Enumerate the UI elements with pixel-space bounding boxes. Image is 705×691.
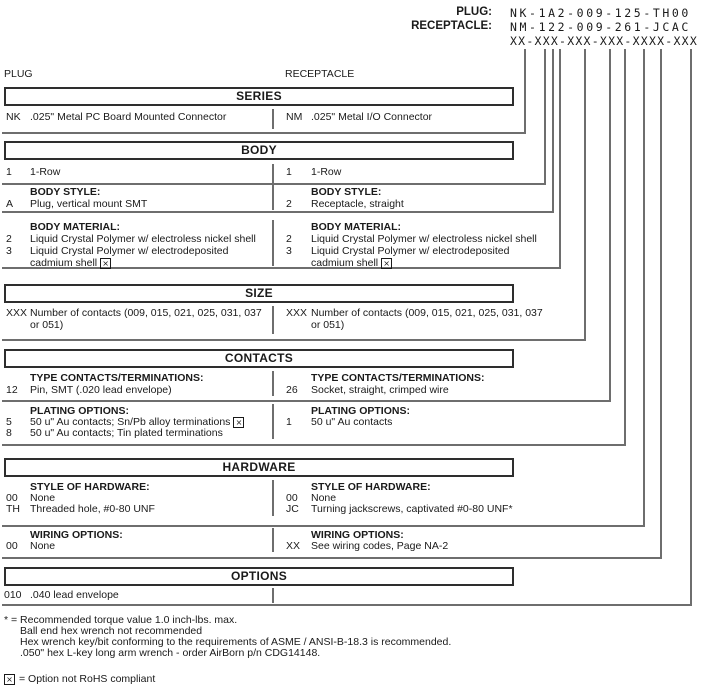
plating-left-desc-2: 50 u" Au contacts; Tin plated terminations (30, 427, 223, 439)
body-style-label-right: BODY STYLE: (311, 186, 382, 198)
body-material-right-desc-1: Liquid Crystal Polymer w/ electroless nickel shell (311, 233, 537, 245)
series-bottom-line (2, 132, 526, 134)
receptacle-part-number-label: RECEPTACLE: (411, 20, 492, 32)
body-bottom-line (2, 183, 546, 185)
body-material-left-desc-2 (30, 245, 258, 269)
body-material-right-code-2: 3 (286, 245, 292, 257)
series-header: SERIES (4, 87, 514, 106)
body-left-code: 1 (6, 166, 12, 178)
series-right-code: NM (286, 111, 303, 123)
right-column-header: RECEPTACLE (285, 68, 355, 80)
not-rohs-icon: × (4, 674, 15, 685)
series-column-divider (272, 109, 274, 129)
options-column-divider (272, 588, 274, 603)
contacts-type-label-right: TYPE CONTACTS/TERMINATIONS: (311, 372, 485, 384)
leader-line-size (584, 49, 586, 341)
body-style-right-desc: Receptacle, straight (311, 198, 404, 210)
hardware-style-right-code-2: JC (286, 503, 299, 515)
contacts-type-column-divider (272, 371, 274, 396)
body-column-divider (272, 164, 274, 183)
left-column-header: PLUG (4, 68, 33, 80)
wiring-bottom-line (2, 557, 662, 559)
plating-column-divider (272, 404, 274, 439)
wiring-right-desc: See wiring codes, Page NA-2 (311, 540, 449, 552)
hardware-style-column-divider (272, 480, 274, 516)
body-material-left-desc-1: Liquid Crystal Polymer w/ electroless nickel shell (30, 233, 256, 245)
leader-line-plating (624, 49, 626, 446)
body-material-left-code-1: 2 (6, 233, 12, 245)
body-style-label-left: BODY STYLE: (30, 186, 101, 198)
part-number-mask: XX-XXX-XXX-XXX-XXXX-XXX (510, 34, 698, 48)
body-material-right-desc-2-text: Liquid Crystal Polymer w/ electrodeposited cadmium shell (311, 245, 510, 269)
series-right-desc: .025" Metal I/O Connector (311, 111, 433, 123)
body-style-left-desc: Plug, vertical mount SMT (30, 198, 148, 210)
hardware-style-right-desc-1: None (311, 492, 337, 504)
footnote-hex-wrench: Hex wrench key/bit conforming to the requirements of ASME / ANSI-B-18.3 is recommended. (20, 636, 452, 648)
body-style-right-code: 2 (286, 198, 292, 210)
contacts-type-right-desc: Socket, straight, crimped wire (311, 384, 449, 396)
plating-label-left: PLATING OPTIONS: (30, 405, 129, 417)
plating-label-right: PLATING OPTIONS: (311, 405, 410, 417)
leader-line-body-material (559, 49, 561, 269)
body-material-column-divider (272, 220, 274, 266)
body-material-label-left: BODY MATERIAL: (30, 221, 121, 233)
hardware-style-label-right: STYLE OF HARDWARE: (311, 481, 431, 493)
body-right-code: 1 (286, 166, 292, 178)
wiring-label-right: WIRING OPTIONS: (311, 529, 404, 541)
hardware-style-left-desc-2: Threaded hole, #0-80 UNF (30, 503, 155, 515)
plating-left-desc-1-text: 50 u" Au contacts; Sn/Pb alloy terminations (30, 416, 231, 428)
body-style-bottom-line (2, 211, 554, 213)
contacts-type-bottom-line (2, 400, 611, 402)
plug-part-number-label: PLUG: (456, 6, 492, 18)
body-material-right-desc-2 (311, 245, 539, 269)
leader-line-wiring (660, 49, 662, 559)
wiring-left-code: 00 (6, 540, 18, 552)
size-header: SIZE (4, 284, 514, 303)
hardware-header: HARDWARE (4, 458, 514, 477)
hardware-style-bottom-line (2, 525, 645, 527)
body-material-label-right: BODY MATERIAL: (311, 221, 402, 233)
hardware-style-right-code-1: 00 (286, 492, 298, 504)
contacts-type-left-desc: Pin, SMT (.020 lead envelope) (30, 384, 172, 396)
size-right-code: XXX (286, 307, 308, 319)
body-style-column-divider (272, 185, 274, 210)
body-header: BODY (4, 141, 514, 160)
contacts-type-label-left: TYPE CONTACTS/TERMINATIONS: (30, 372, 204, 384)
contacts-type-right-code: 26 (286, 384, 298, 396)
options-left-code: 010 (4, 589, 22, 601)
leader-line-options (690, 49, 692, 606)
not-rohs-icon: × (233, 417, 244, 428)
size-bottom-line (2, 339, 586, 341)
wiring-right-code: XX (286, 540, 301, 552)
size-right-desc: Number of contacts (009, 015, 021, 025, 031, 037 or 051) (311, 307, 543, 331)
hardware-style-label-left: STYLE OF HARDWARE: (30, 481, 150, 493)
footnote-rohs (4, 673, 155, 685)
body-material-left-desc-2-text: Liquid Crystal Polymer w/ electrodeposited cadmium shell (30, 245, 229, 269)
plating-right-code-1: 1 (286, 416, 292, 428)
hardware-style-right-desc-2: Turning jackscrews, captivated #0-80 UNF* (311, 503, 513, 515)
series-left-code: NK (6, 111, 21, 123)
size-column-divider (272, 306, 274, 334)
body-left-desc: 1-Row (30, 166, 61, 178)
body-right-desc: 1-Row (311, 166, 342, 178)
wiring-left-desc: None (30, 540, 56, 552)
body-material-right-code-1: 2 (286, 233, 292, 245)
leader-line-hardware-style (643, 49, 645, 527)
series-left-desc: .025" Metal PC Board Mounted Connector (30, 111, 227, 123)
plating-left-code-2: 8 (6, 427, 12, 439)
footnote-lkey: .050" hex L-key long arm wrench - order AirBorn p/n CDG14148. (20, 647, 321, 659)
body-style-left-code: A (6, 198, 14, 210)
wiring-column-divider (272, 528, 274, 552)
options-bottom-line (2, 604, 692, 606)
footnote-rohs-text: = Option not RoHS compliant (19, 673, 156, 685)
options-left-desc: .040 lead envelope (30, 589, 119, 601)
hardware-style-left-code-1: 00 (6, 492, 18, 504)
not-rohs-icon: × (381, 258, 392, 269)
plating-bottom-line (2, 444, 626, 446)
hardware-style-left-desc-1: None (30, 492, 56, 504)
body-material-left-code-2: 3 (6, 245, 12, 257)
plug-part-number-value: NK-1A2-009-125-TH00 (510, 6, 691, 20)
contacts-type-left-code: 12 (6, 384, 18, 396)
leader-line-body-style (552, 49, 554, 213)
size-left-code: XXX (6, 307, 28, 319)
footnote-ball-end: Ball end hex wrench not recommended (20, 625, 203, 637)
size-left-desc: Number of contacts (009, 015, 021, 025, 031, 037 or 051) (30, 307, 262, 331)
options-header: OPTIONS (4, 567, 514, 586)
contacts-header: CONTACTS (4, 349, 514, 368)
plating-left-code-1: 5 (6, 416, 12, 428)
leader-line-series (524, 49, 526, 134)
wiring-label-left: WIRING OPTIONS: (30, 529, 123, 541)
not-rohs-icon: × (100, 258, 111, 269)
leader-line-contacts-type (609, 49, 611, 402)
hardware-style-left-code-2: TH (6, 503, 20, 515)
receptacle-part-number-value: NM-122-009-261-JCAC (510, 20, 691, 34)
plating-right-desc-1: 50 u" Au contacts (311, 416, 393, 428)
footnote-torque: * = Recommended torque value 1.0 inch-lbs. max. (4, 614, 238, 626)
leader-line-body (544, 49, 546, 185)
